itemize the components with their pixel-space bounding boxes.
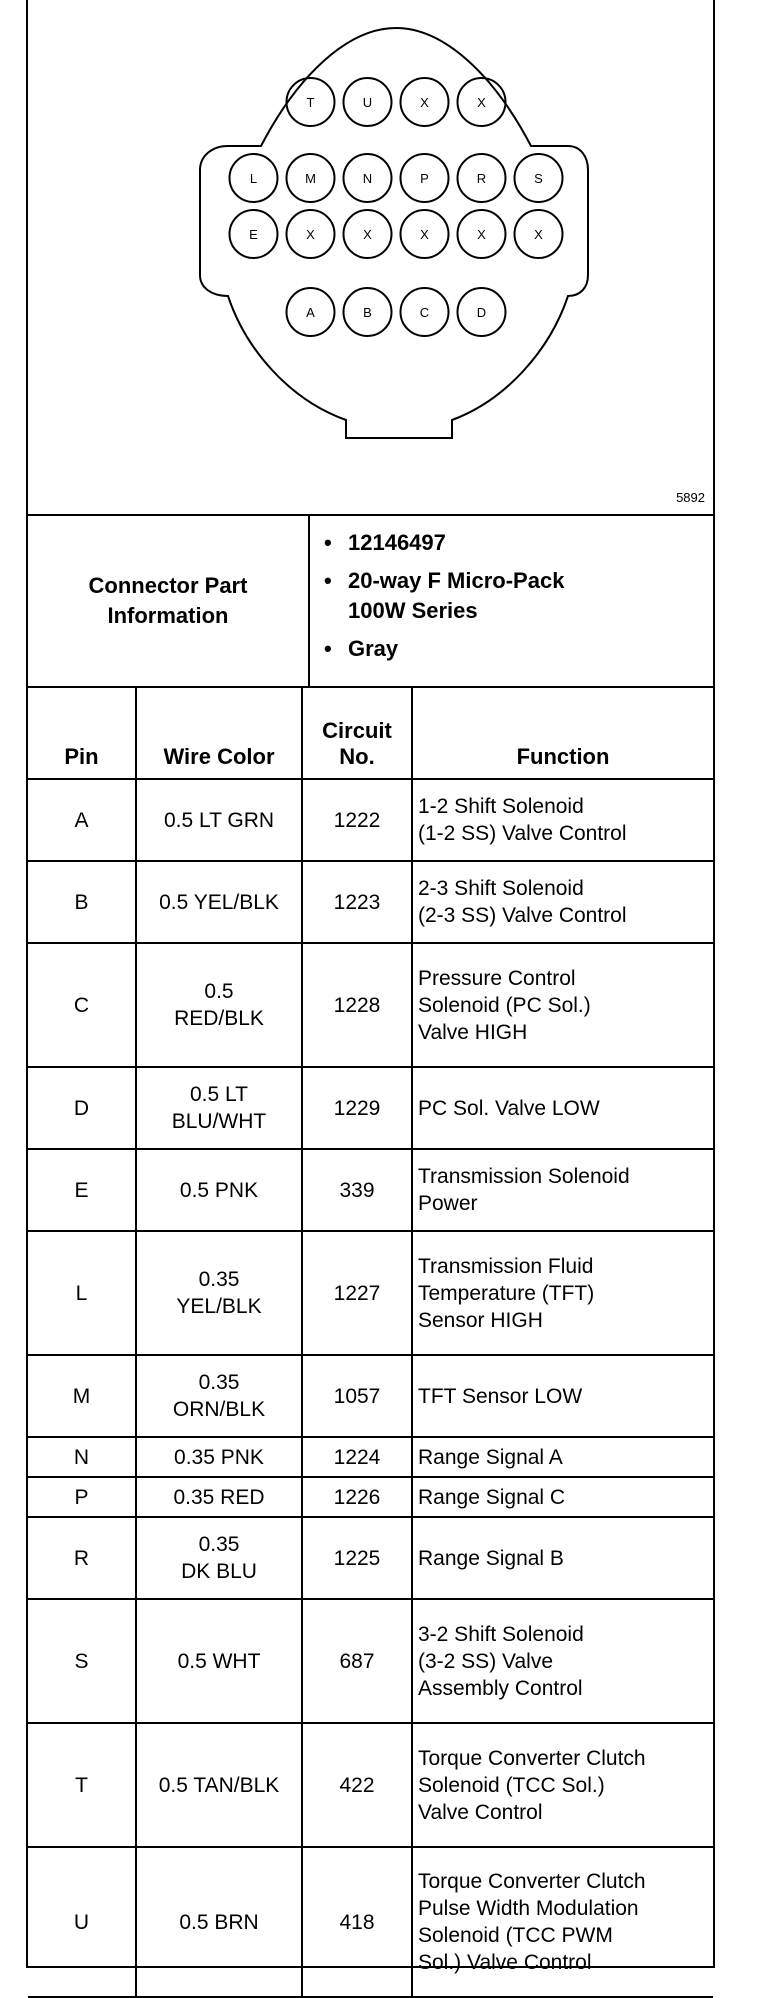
circuit-number-cell: 1227: [302, 1231, 412, 1355]
function-line: Assembly Control: [418, 1676, 583, 1700]
table-row: [28, 1847, 713, 1997]
pin-cavity-label: C: [419, 305, 430, 320]
function-cell: [412, 1355, 713, 1437]
wire-color-cell: [136, 1599, 302, 1723]
function-cell: [412, 1437, 713, 1477]
pin-cavities: [230, 78, 563, 336]
wire-color-cell: [136, 1149, 302, 1231]
table-row: [28, 1355, 713, 1437]
pin-cavity-label: L: [249, 171, 258, 186]
table-row: [28, 943, 713, 1067]
pin-table-header: [28, 688, 713, 779]
connector-part-info-label: [28, 516, 310, 686]
wire-color-cell: [136, 1437, 302, 1477]
info-item-color: [324, 634, 704, 664]
function-cell: [412, 1517, 713, 1599]
function-line: 1-2 Shift Solenoid: [418, 795, 584, 818]
function-cell: [412, 1477, 713, 1517]
function-line: PC Sol. Valve LOW: [418, 1096, 600, 1120]
header-circuit-line2: No.: [339, 744, 375, 769]
pin-cell: A: [28, 779, 136, 861]
table-row: [28, 1477, 713, 1517]
pin-cavity-label: N: [362, 171, 373, 186]
header-circuit-line1: Circuit: [322, 718, 392, 743]
table-row: [28, 1599, 713, 1723]
connector-sheet: [26, 0, 715, 1974]
wire-color-line: 0.5: [204, 980, 234, 1003]
circuit-number-cell: 418: [302, 1847, 412, 1997]
circuit-number-cell: 1225: [302, 1517, 412, 1599]
function-line: (2-3 SS) Valve Control: [418, 904, 627, 927]
table-row: [28, 1517, 713, 1599]
figure-number: 5892: [676, 490, 705, 505]
function-line: 2-3 Shift Solenoid: [418, 877, 584, 900]
function-line: Torque Converter Clutch: [418, 1870, 646, 1893]
pin-cell: D: [28, 1067, 136, 1149]
table-row: [28, 779, 713, 861]
info-item-text: Gray: [348, 636, 399, 661]
pin-cell: T: [28, 1723, 136, 1847]
function-line: (3-2 SS) Valve: [418, 1649, 553, 1673]
wire-color-cell: [136, 1477, 302, 1517]
pin-cavity-label: U: [362, 95, 373, 110]
pin-cavity-label: X: [477, 227, 486, 242]
pin-cavity-label: M: [305, 171, 316, 186]
function-line: Pressure Control: [418, 966, 576, 990]
function-cell: [412, 1149, 713, 1231]
info-item-text: 12146497: [348, 530, 446, 555]
function-line: Pulse Width Modulation: [418, 1897, 639, 1920]
circuit-number-cell: 1229: [302, 1067, 412, 1149]
function-line: Solenoid (PC Sol.): [418, 993, 591, 1017]
wire-color-cell: [136, 779, 302, 861]
table-row: [28, 1231, 713, 1355]
pin-cavity-label: B: [363, 305, 372, 320]
wire-color-line: 0.5 PNK: [179, 1178, 259, 1202]
wire-color-line: 0.5 WHT: [177, 1649, 261, 1673]
circuit-number-cell: 1222: [302, 779, 412, 861]
function-line: Power: [418, 1192, 478, 1215]
function-line: Sensor HIGH: [418, 1308, 543, 1332]
pin-cell: L: [28, 1231, 136, 1355]
connector-outline: [200, 28, 588, 438]
function-line: Transmission Solenoid: [418, 1165, 630, 1188]
function-line: Range Signal C: [418, 1485, 566, 1509]
function-line: Sol.) Valve Control: [418, 1951, 592, 1974]
connector-part-info-list: [324, 528, 704, 672]
circuit-number-cell: 1228: [302, 943, 412, 1067]
function-line: Valve Control: [418, 1800, 543, 1824]
pin-cell: N: [28, 1437, 136, 1477]
wire-color-line: 0.35: [198, 1268, 240, 1291]
table-row: [28, 861, 713, 943]
function-cell: [412, 1067, 713, 1149]
function-line: TFT Sensor LOW: [418, 1384, 583, 1408]
pin-cavity-label: X: [477, 95, 486, 110]
header-circuit-no: [302, 688, 412, 779]
function-line: 3-2 Shift Solenoid: [418, 1622, 584, 1646]
wire-color-line: 0.35 RED: [173, 1485, 265, 1509]
pin-cell: C: [28, 943, 136, 1067]
pin-cavity-label: T: [306, 95, 315, 110]
table-row: [28, 1723, 713, 1847]
pin-cavity-label: X: [420, 95, 429, 110]
header-pin: Pin: [28, 688, 136, 779]
wire-color-line: BLU/WHT: [171, 1110, 267, 1133]
circuit-number-cell: 687: [302, 1599, 412, 1723]
bullet-icon: •: [324, 636, 332, 661]
wire-color-line: 0.5 YEL/BLK: [159, 890, 279, 914]
table-row: [28, 1149, 713, 1231]
wire-color-cell: [136, 1847, 302, 1997]
info-label-line2: Information: [107, 603, 229, 628]
wire-color-cell: [136, 861, 302, 943]
wire-color-line: 0.35: [198, 1533, 240, 1556]
function-cell: [412, 1231, 713, 1355]
pin-cavity-label: P: [420, 171, 429, 186]
pin-cavity-label: X: [420, 227, 429, 242]
wire-color-cell: [136, 943, 302, 1067]
wire-color-line: 0.35 PNK: [174, 1445, 264, 1469]
function-cell: [412, 1599, 713, 1723]
pin-cell: M: [28, 1355, 136, 1437]
pin-cell: E: [28, 1149, 136, 1231]
wire-color-cell: [136, 1517, 302, 1599]
pin-cell: U: [28, 1847, 136, 1997]
wire-color-cell: [136, 1231, 302, 1355]
connector-face-diagram: [28, 0, 713, 516]
pin-cavity-label: X: [534, 227, 543, 242]
info-label-line1: Connector Part: [88, 573, 248, 598]
wire-color-cell: [136, 1723, 302, 1847]
pin-table: [28, 688, 713, 1998]
pin-cavity-label: X: [363, 227, 372, 242]
info-item-text: 100W Series: [348, 598, 478, 623]
wire-color-line: 0.35: [198, 1371, 240, 1394]
info-item-text: 20-way F Micro-Pack: [348, 568, 565, 593]
header-wire-color: Wire Color: [136, 688, 302, 779]
circuit-number-cell: 1226: [302, 1477, 412, 1517]
pin-cell: R: [28, 1517, 136, 1599]
circuit-number-cell: 339: [302, 1149, 412, 1231]
circuit-number-cell: 1224: [302, 1437, 412, 1477]
pin-cavity-label: E: [249, 227, 258, 242]
function-line: (1-2 SS) Valve Control: [418, 822, 627, 845]
function-line: Range Signal A: [418, 1445, 563, 1469]
function-cell: [412, 779, 713, 861]
function-cell: [412, 943, 713, 1067]
wire-color-cell: [136, 1355, 302, 1437]
function-line: Temperature (TFT): [418, 1281, 595, 1305]
pin-table-body: [28, 779, 713, 1997]
wire-color-line: ORN/BLK: [172, 1398, 266, 1421]
pin-cavity-label: R: [476, 171, 487, 186]
wire-color-line: 0.5 BRN: [179, 1910, 259, 1934]
function-cell: [412, 1723, 713, 1847]
function-line: Transmission Fluid: [418, 1254, 594, 1278]
wire-color-line: RED/BLK: [174, 1007, 264, 1030]
pin-cavity-label: D: [476, 305, 487, 320]
function-line: Torque Converter Clutch: [418, 1746, 646, 1770]
function-cell: [412, 1847, 713, 1997]
wire-color-cell: [136, 1067, 302, 1149]
pin-cavity-label: X: [306, 227, 315, 242]
function-line: Solenoid (TCC Sol.): [418, 1773, 605, 1797]
pin-cavity-label: A: [306, 305, 315, 320]
connector-face-drawing: [28, 0, 713, 514]
pin-cell: B: [28, 861, 136, 943]
circuit-number-cell: 1223: [302, 861, 412, 943]
pin-cavity-label: S: [534, 171, 543, 186]
wire-color-line: 0.5 LT GRN: [163, 808, 275, 832]
function-cell: [412, 861, 713, 943]
function-line: Solenoid (TCC PWM: [418, 1924, 613, 1947]
info-item-part-number: [324, 528, 704, 558]
wire-color-line: DK BLU: [181, 1560, 257, 1583]
bullet-icon: •: [324, 530, 332, 555]
wire-color-line: YEL/BLK: [176, 1295, 262, 1318]
function-line: Range Signal B: [418, 1546, 564, 1570]
table-row: [28, 1437, 713, 1477]
connector-part-info: [28, 516, 713, 688]
circuit-number-cell: 1057: [302, 1355, 412, 1437]
wire-color-line: 0.5 TAN/BLK: [158, 1773, 280, 1797]
function-line: Valve HIGH: [418, 1020, 528, 1044]
pin-cell: S: [28, 1599, 136, 1723]
circuit-number-cell: 422: [302, 1723, 412, 1847]
pin-cell: P: [28, 1477, 136, 1517]
bullet-icon: •: [324, 568, 332, 593]
header-function: Function: [412, 688, 713, 779]
info-item-connector-type: [324, 566, 704, 626]
table-row: [28, 1067, 713, 1149]
wire-color-line: 0.5 LT: [190, 1083, 248, 1106]
